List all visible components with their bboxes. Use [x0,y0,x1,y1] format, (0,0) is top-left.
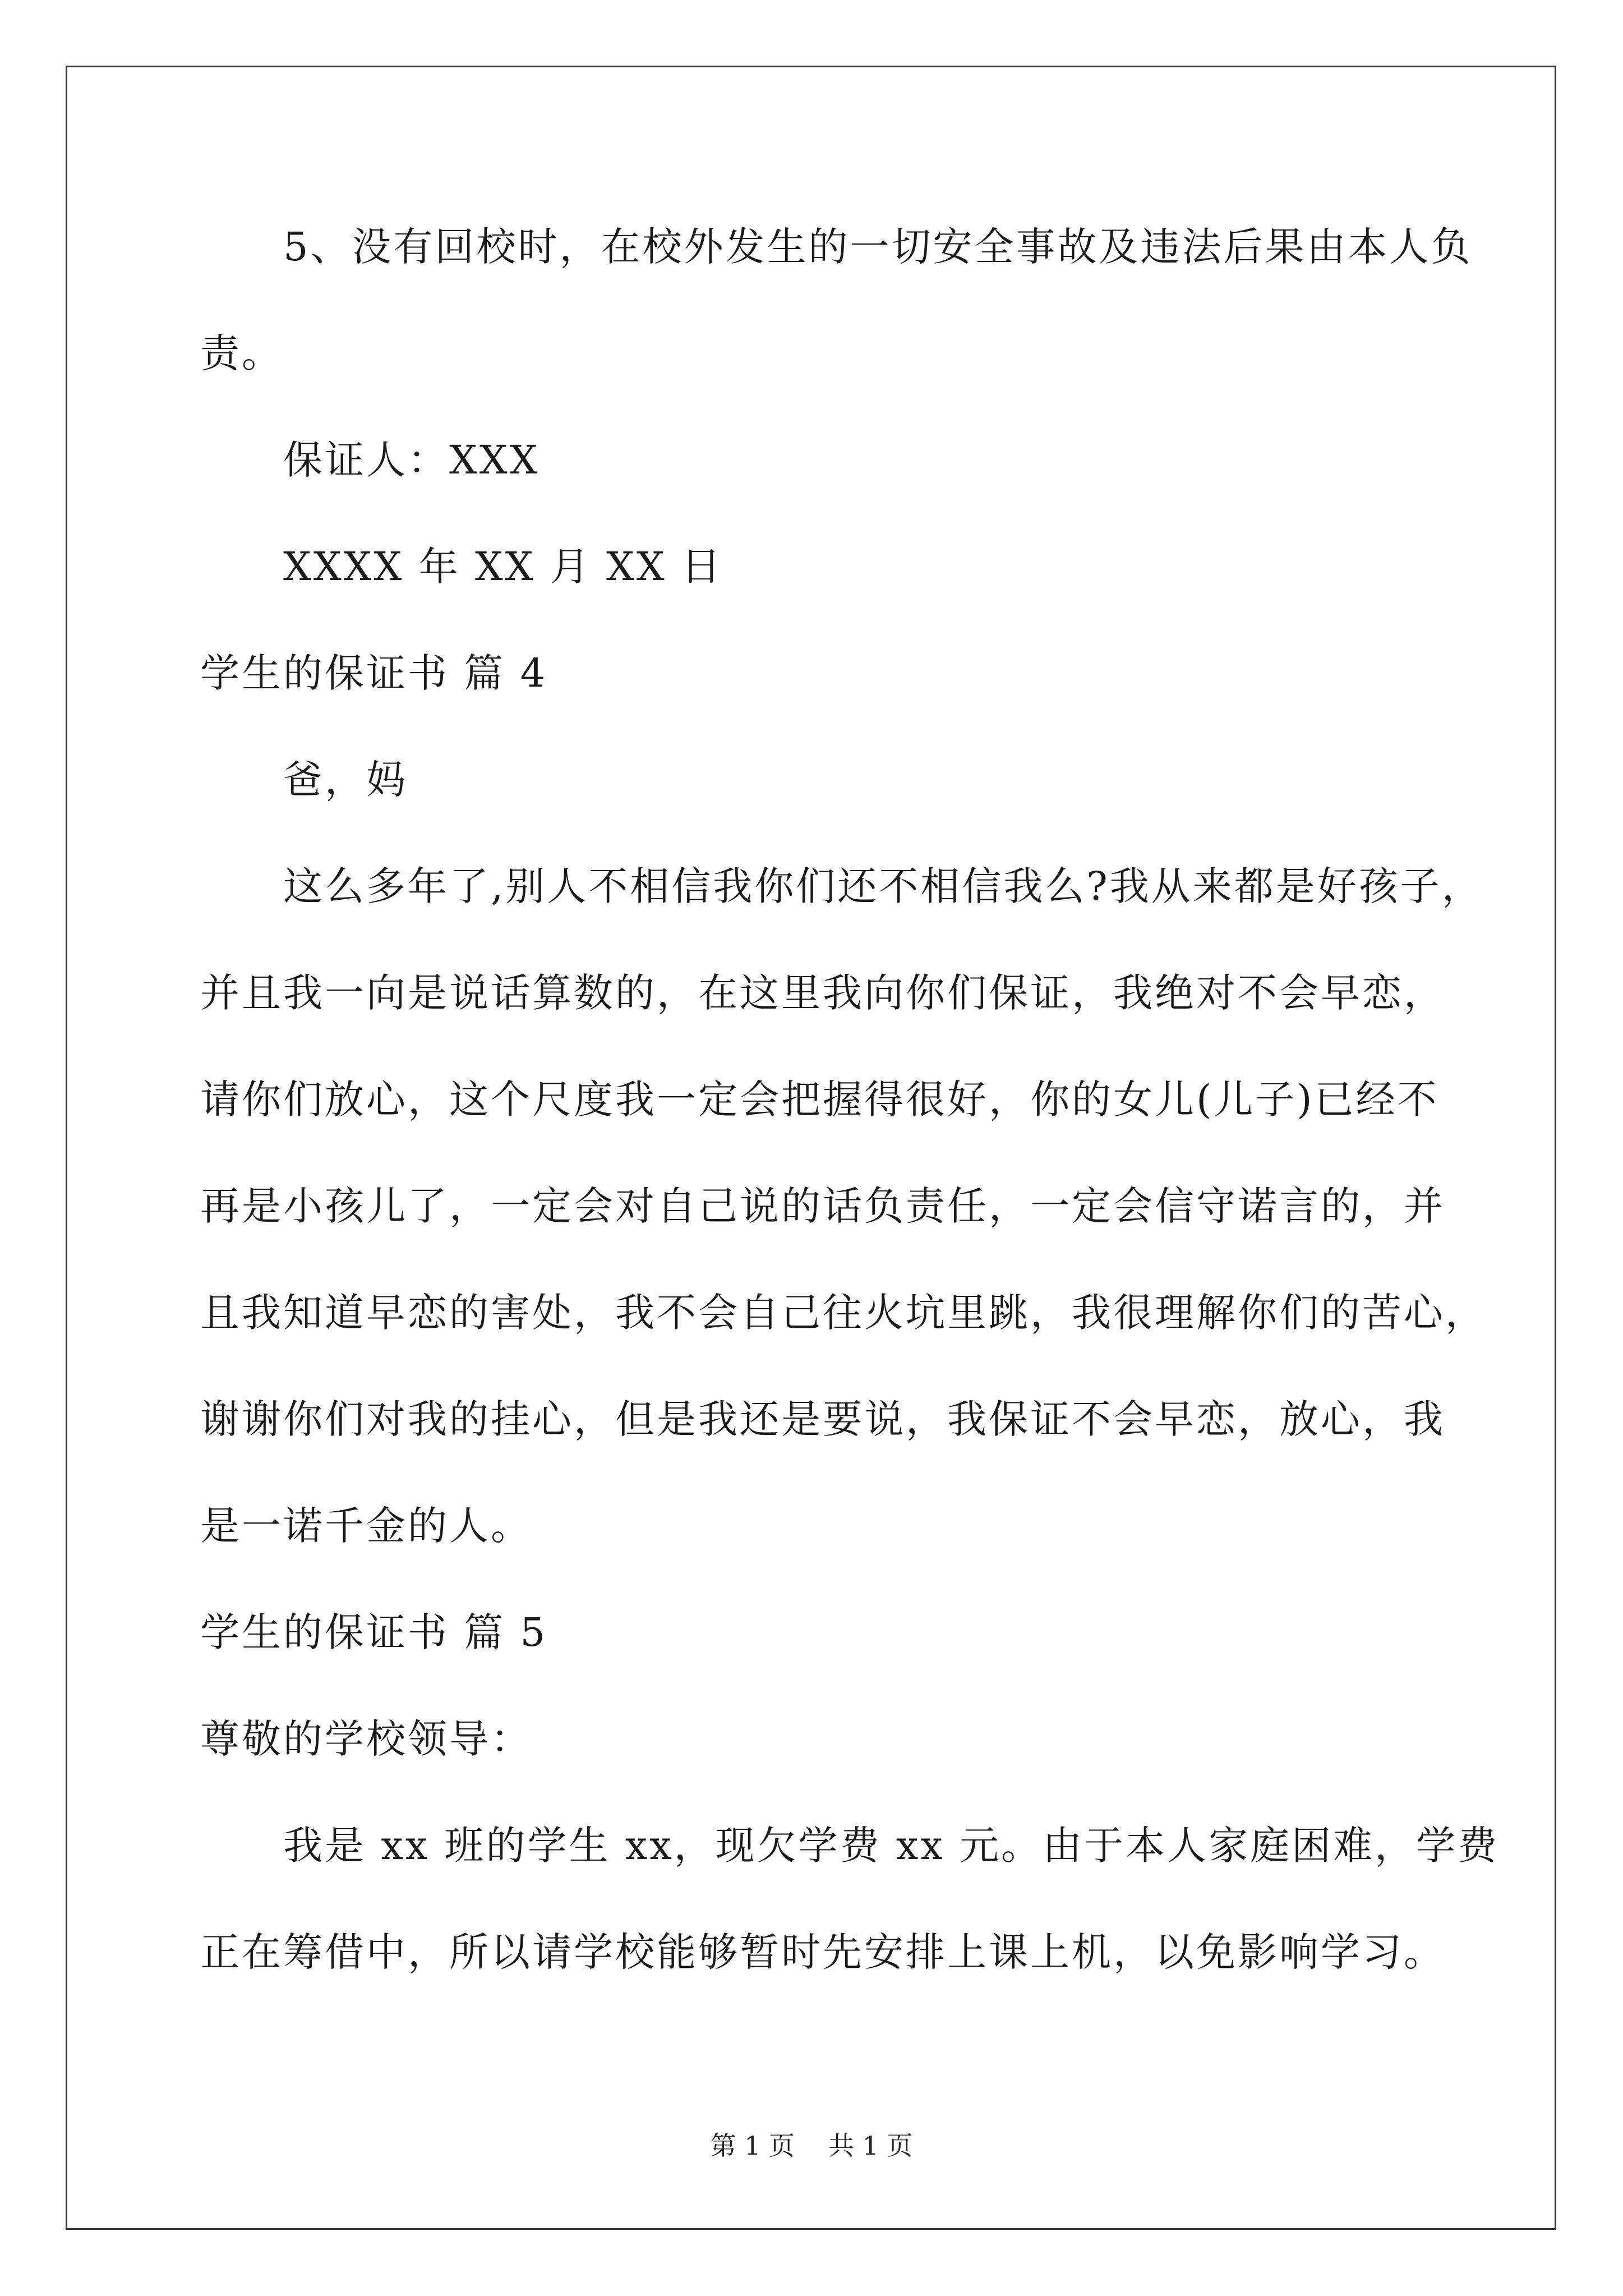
section-heading: 学生的保证书 篇 5 [200,1609,548,1655]
page-border [66,66,1556,2230]
guarantor-line: 保证人：XXX [283,437,540,483]
paragraph-line: 请你们放心，这个尺度我一定会把握得很好，你的女儿(儿子)已经不 [200,1076,1439,1122]
paragraph-line: 5、没有回校时，在校外发生的一切安全事故及违法后果由本人负 [283,224,1473,270]
page-footer [0,2129,1623,2162]
page-number: 第 1 页 [710,2131,795,2161]
date-line: XXXX 年 XX 月 XX 日 [283,544,723,590]
paragraph-line: 责。 [200,330,283,376]
page-total: 共 1 页 [828,2131,913,2161]
section-heading: 学生的保证书 篇 4 [200,650,548,696]
paragraph-line: 正在筹借中，所以请学校能够暂时先安排上课上机，以免影响学习。 [200,1929,1445,1975]
salutation: 尊敬的学校领导： [200,1716,532,1762]
salutation: 爸，妈 [283,757,408,803]
paragraph-line: 这么多年了,别人不相信我你们还不相信我么?我从来都是好孩子， [283,863,1483,909]
paragraph-line: 且我知道早恋的害处，我不会自己往火坑里跳，我很理解你们的苦心， [200,1290,1487,1336]
paragraph-line: 谢谢你们对我的挂心，但是我还是要说，我保证不会早恋，放心，我 [200,1396,1445,1442]
paragraph-line: 再是小孩儿了，一定会对自己说的话负责任，一定会信守诺言的，并 [200,1183,1445,1229]
paragraph-line: 并且我一向是说话算数的，在这里我向你们保证，我绝对不会早恋， [200,970,1445,1016]
paragraph-line: 是一诺千金的人。 [200,1503,532,1549]
paragraph-line: 我是 xx 班的学生 xx，现欠学费 xx 元。由于本人家庭困难，学费 [283,1823,1500,1869]
